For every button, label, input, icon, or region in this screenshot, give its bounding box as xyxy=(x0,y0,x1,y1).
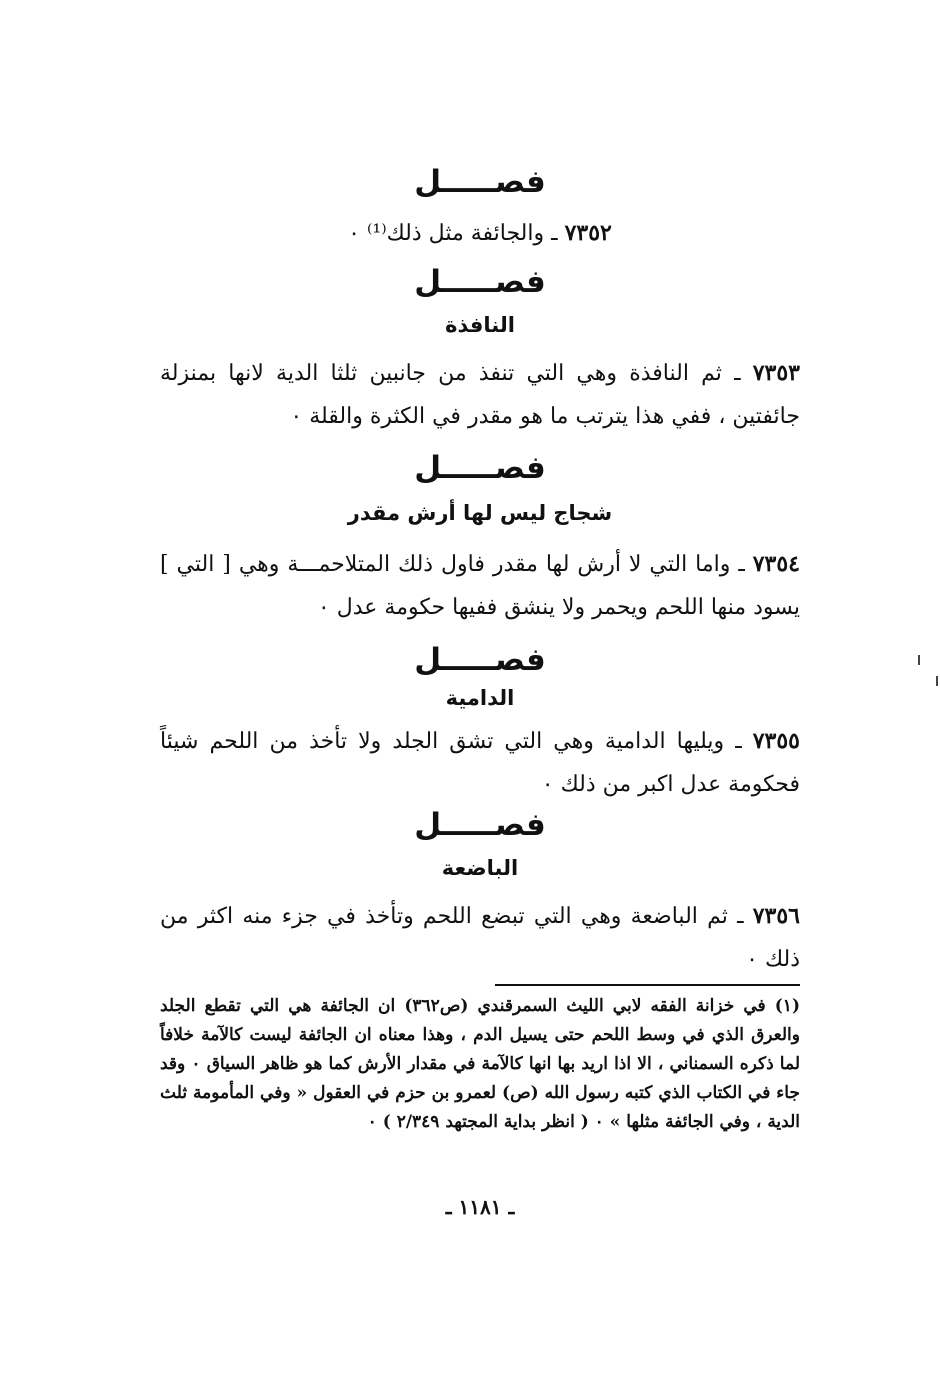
paragraph-number: ٧٣٥٣ xyxy=(752,360,800,386)
scan-mark xyxy=(918,655,920,665)
section-heading-5: فصـــــل xyxy=(414,807,546,843)
section-heading-3: فصـــــل xyxy=(414,450,546,486)
section-subheading-5: الباضعة xyxy=(441,856,519,880)
section-heading-2: فصـــــل xyxy=(414,264,546,300)
paragraph-text: ـ واما التي لا أرش لها مقدر فاول ذلك المتلاحمـــة وهي [ التي ] يسود منها اللحم ويحمر ولا ينشق ففيها حكومة عدل ٠ xyxy=(160,552,800,620)
paragraph-text: ـ ثم الباضعة وهي التي تبضع اللحم وتأخذ في جزء منه اكثر من ذلك ٠ xyxy=(160,904,800,972)
paragraph-text: ـ ويليها الدامية وهي التي تشق الجلد ولا تأخذ من اللحم شيئاً فحكومة عدل اكبر من ذلك ٠ xyxy=(160,729,800,797)
section-heading-4: فصـــــل xyxy=(414,642,546,678)
paragraph-7353 xyxy=(160,352,800,438)
footnote-separator xyxy=(495,984,800,986)
paragraph-7356 xyxy=(160,895,800,981)
paragraph-number: ٧٣٥٢ xyxy=(564,220,612,246)
scan-mark xyxy=(936,676,938,686)
paragraph-text: ـ والجائفة مثل ذلك⁽¹⁾ ٠ xyxy=(348,221,565,246)
section-subheading-2: النافذة xyxy=(445,313,515,337)
section-heading-1: فصـــــل xyxy=(414,164,546,200)
section-subheading-3: شجاج ليس لها أرش مقدر xyxy=(347,501,613,525)
paragraph-7352 xyxy=(160,212,800,255)
page-number: ـ ١١٨١ ـ xyxy=(445,1195,515,1219)
paragraph-text: ـ ثم النافذة وهي التي تنفذ من جانبين ثلثا الدية لانها بمنزلة جائفتين ، ففي هذا يترتب ما هو مقدر في الكثرة والقلة ٠ xyxy=(160,361,800,429)
paragraph-number: ٧٣٥٤ xyxy=(752,551,800,577)
paragraph-7355 xyxy=(160,720,800,806)
paragraph-number: ٧٣٥٦ xyxy=(752,903,800,929)
paragraph-7354 xyxy=(160,543,800,629)
footnote: (١) في خزانة الفقه لابي الليث السمرقندي (ص٣٦٢) ان الجائفة هي التي تقطع الجلد والعرق الذي في وسط اللحم حتى يسيل الدم ، وهذا معناه ان الجائفة ليست كالآمة خلافاً لما ذكره السمناني ، الا اذا اريد بها انها كالآمة في مقدار الأرش كما هو ظاهر السياق ٠ وقد جاء في الكتاب الذي كتبه رسول الله (ص) لعمرو بن حزم في العقول « وفي المأمومة ثلث الدية ، وفي الجائفة مثلها » ٠ ( انظر بداية المجتهد ٢/٣٤٩ ) ٠ xyxy=(160,996,800,1132)
section-subheading-4: الدامية xyxy=(445,686,515,710)
paragraph-number: ٧٣٥٥ xyxy=(752,728,800,754)
